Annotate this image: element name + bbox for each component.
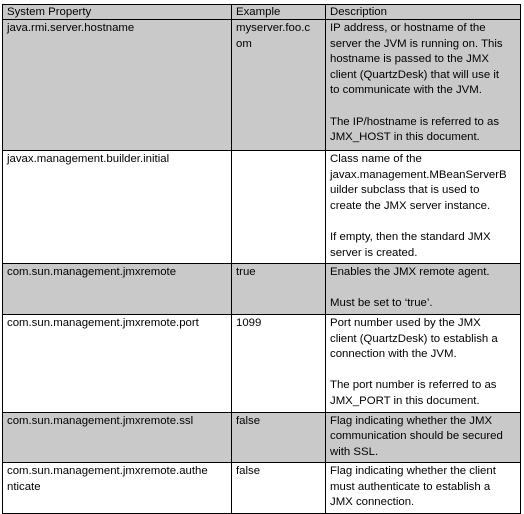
property-name: com.sun.management.jmxremote.ssl	[7, 414, 194, 427]
example-cell	[232, 463, 326, 514]
header-example: Example	[232, 5, 326, 20]
example-value: myserver.foo.c om	[236, 22, 311, 50]
header-system-property: System Property	[3, 5, 232, 20]
description-cell	[326, 412, 521, 463]
description-cell	[326, 20, 521, 151]
example-cell	[232, 151, 326, 264]
description-paragraph: Enables the JMX remote agent.	[330, 266, 490, 279]
system-properties-table	[2, 4, 521, 514]
description-paragraph: The port number is referred to as JMX_PORT in this document.	[330, 379, 497, 407]
example-cell	[232, 412, 326, 463]
example-value: false	[236, 465, 261, 478]
table-row	[3, 314, 521, 412]
property-name: com.sun.management.jmxremote.port	[7, 316, 199, 329]
property-name-cell	[3, 20, 232, 151]
description-paragraph: If empty, then the standard JMX server is created.	[330, 230, 491, 259]
description-paragraph: Must be set to ‘true’.	[330, 297, 433, 310]
description-paragraph: Class name of the javax.management.MBeanServerB uilder subclass that is used to create the JMX server instance.	[330, 153, 507, 212]
example-cell	[232, 264, 326, 315]
table-row	[3, 20, 521, 151]
table-row	[3, 463, 521, 514]
description-paragraph: Flag indicating whether the client must authenticate to establish a JMX connection.	[330, 465, 496, 509]
description-cell	[326, 314, 521, 412]
description-paragraph: Port number used by the JMX client (QuartzDesk) to establish a connection with the JVM.	[330, 316, 498, 361]
table-row	[3, 151, 521, 264]
description-paragraph: IP address, or hostname of the server the JVM is running on. This hostname is passed to the JMX client (QuartzDesk) that will use it to communicate with the JVM.	[330, 22, 503, 97]
paragraph-gap	[330, 363, 516, 379]
description-cell	[326, 151, 521, 264]
paragraph-gap	[330, 99, 516, 115]
property-name-cell	[3, 314, 232, 412]
property-name: java.rmi.server.hostname	[7, 22, 135, 34]
property-name: com.sun.management.jmxremote	[7, 266, 177, 279]
paragraph-gap	[330, 214, 516, 230]
description-cell	[326, 463, 521, 514]
property-name: com.sun.management.jmxremote.authe nticate	[7, 465, 208, 493]
property-name-cell	[3, 151, 232, 264]
property-name-cell	[3, 463, 232, 514]
example-value: true	[236, 266, 256, 279]
table-row	[3, 264, 521, 315]
table-header-row	[3, 5, 521, 20]
example-value: false	[236, 414, 261, 427]
description-paragraph: The IP/hostname is referred to as JMX_HOST in this document.	[330, 115, 500, 144]
table-row	[3, 412, 521, 463]
description-paragraph: Flag indicating whether the JMX communication should be secured with SSL.	[330, 414, 503, 458]
paragraph-gap	[330, 281, 516, 297]
property-name-cell	[3, 264, 232, 315]
property-name-cell	[3, 412, 232, 463]
description-cell	[326, 264, 521, 315]
header-description: Description	[326, 5, 521, 20]
example-cell	[232, 314, 326, 412]
example-cell	[232, 20, 326, 151]
example-value: 1099	[236, 316, 262, 329]
property-name: javax.management.builder.initial	[7, 153, 170, 165]
